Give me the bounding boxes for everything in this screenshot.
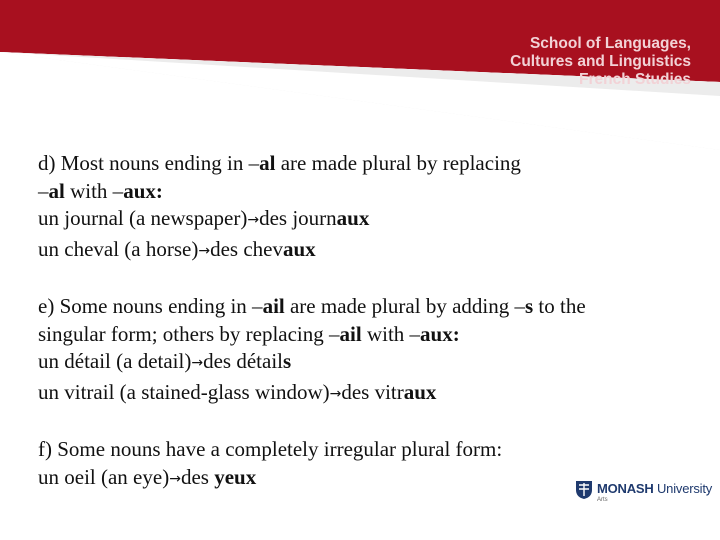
section-d-example-2: un cheval (a horse)→des chevaux: [38, 236, 316, 261]
section-e-example-2: un vitrail (a stained-glass window)→des vitraux: [38, 379, 437, 404]
section-d-line-1: d) Most nouns ending in –al are made plural by replacing: [38, 151, 521, 175]
section-e-example-1: un détail (a detail)→des détails: [38, 349, 292, 373]
slide-content: [38, 150, 698, 494]
school-line-3: French Studies: [579, 71, 691, 88]
school-line-1: School of Languages,: [529, 35, 691, 52]
section-e-line-2: singular form; others by replacing –ail with –aux:: [38, 321, 460, 346]
arrow-right-icon: →: [198, 242, 211, 259]
school-line-2: Cultures and Linguistics: [510, 53, 691, 70]
monash-logo: [575, 478, 713, 508]
section-d-example-1: un journal (a newspaper)→des journaux: [38, 206, 370, 230]
school-title: [510, 35, 691, 89]
section-e-line-1: e) Some nouns ending in –ail are made plural by adding –s to the: [38, 294, 586, 318]
logo-wordmark: MONASH University: [597, 481, 713, 496]
section-d-line-2: –al with –aux:: [38, 178, 163, 203]
logo-subtitle: Arts: [597, 497, 608, 503]
section-f-line-1: f) Some nouns have a completely irregular plural form:: [38, 437, 503, 461]
arrow-right-icon: →: [247, 212, 260, 228]
arrow-right-icon: →: [191, 355, 204, 371]
arrow-right-icon: →: [169, 470, 181, 487]
section-f-example-1: un oeil (an eye)→des yeux: [38, 464, 257, 489]
shield-icon: [575, 480, 593, 500]
arrow-right-icon: →: [329, 385, 342, 402]
